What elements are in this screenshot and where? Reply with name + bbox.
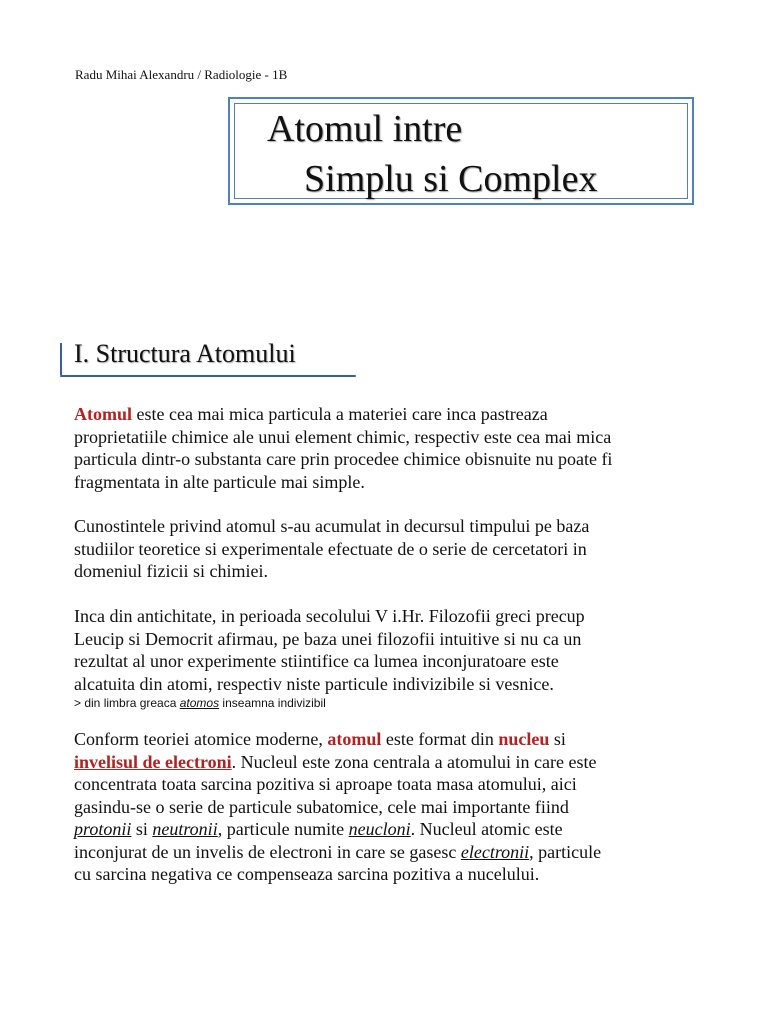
term-neucloni: neucloni (348, 819, 411, 839)
term-electronii: electronii (460, 841, 530, 862)
text-span: . Nucleul este zona centrala a atomului in care este (231, 751, 597, 772)
etymology-note (74, 696, 326, 710)
text-span: , particule (529, 841, 602, 862)
text-line: domeniul fizicii si chimiei. (74, 561, 268, 581)
text-line: proprietatiile chimice ale unui element chimic, respectiv este cea mai mica (74, 426, 612, 447)
text-line: Inca din antichitate, in perioada secolului V i.Hr. Filozofii greci precup (74, 606, 585, 626)
text-span: este format din (381, 729, 499, 749)
paragraph-antiquity (74, 605, 714, 695)
section-heading: I. Structura Atomului (74, 339, 296, 368)
title-box (228, 97, 694, 205)
term-nucleu: nucleu (498, 729, 550, 749)
heading-accent-bar (60, 343, 62, 375)
term-atomos: atomos (179, 696, 220, 710)
heading-underline (60, 375, 356, 377)
text-span: , particule numite (217, 819, 349, 839)
text-line: alcatuita din atomi, respectiv niste particule indivizibile si vesnice. (74, 673, 554, 694)
text-line: Cunostintele privind atomul s-au acumulat in decursul timpului pe baza (74, 516, 590, 536)
term-invelisul-de-electroni: invelisul de electroni (74, 751, 232, 772)
text-span: si (549, 729, 566, 749)
paragraph-knowledge (74, 515, 714, 583)
text-span: Conform teoriei atomice moderne, (74, 729, 328, 749)
text-line: este cea mai mica particula a materiei care inca pastreaza (132, 404, 548, 424)
text-line: Leucip si Democrit afirmau, pe baza unei filozofii intuitive si nu ca un (74, 628, 582, 649)
text-span: si (131, 819, 153, 839)
author-header: Radu Mihai Alexandru / Radiologie - 1B (75, 67, 288, 82)
text-line: studiilor teoretice si experimentale efectuate de o serie de cercetatori in (74, 538, 587, 559)
term-atomul: Atomul (74, 404, 132, 424)
text-span: inconjurat de un invelis de electroni in care se gasesc (74, 841, 461, 862)
text-span: . Nucleul atomic este (410, 819, 563, 839)
note-suffix: inseamna indivizibil (219, 696, 326, 710)
text-line: fragmentata in alte particule mai simple. (74, 471, 365, 492)
text-line: particula dintr-o substanta care prin procedee chimice obisnuite nu poate fi (74, 449, 613, 469)
text-line: rezultat al unor experimente stiintifice ca lumea inconjuratoare este (74, 651, 559, 671)
paragraph-modern-theory (74, 728, 714, 886)
term-neutronii: neutronii (152, 819, 218, 839)
title-line-2: Simplu si Complex (304, 158, 598, 200)
note-prefix: > din limbra greaca (74, 696, 180, 710)
text-line: concentrata toata sarcina pozitiva si aproape toata masa atomului, aici (74, 774, 577, 794)
term-atomul: atomul (327, 729, 382, 749)
term-protonii: protonii (74, 819, 132, 839)
text-line: cu sarcina negativa ce compenseaza sarcina pozitiva a nucelului. (74, 864, 540, 884)
text-line: gasindu-se o serie de particule subatomice, cele mai importante fiind (74, 796, 569, 817)
paragraph-atom-definition (74, 403, 714, 493)
title-line-1: Atomul intre (267, 108, 463, 150)
